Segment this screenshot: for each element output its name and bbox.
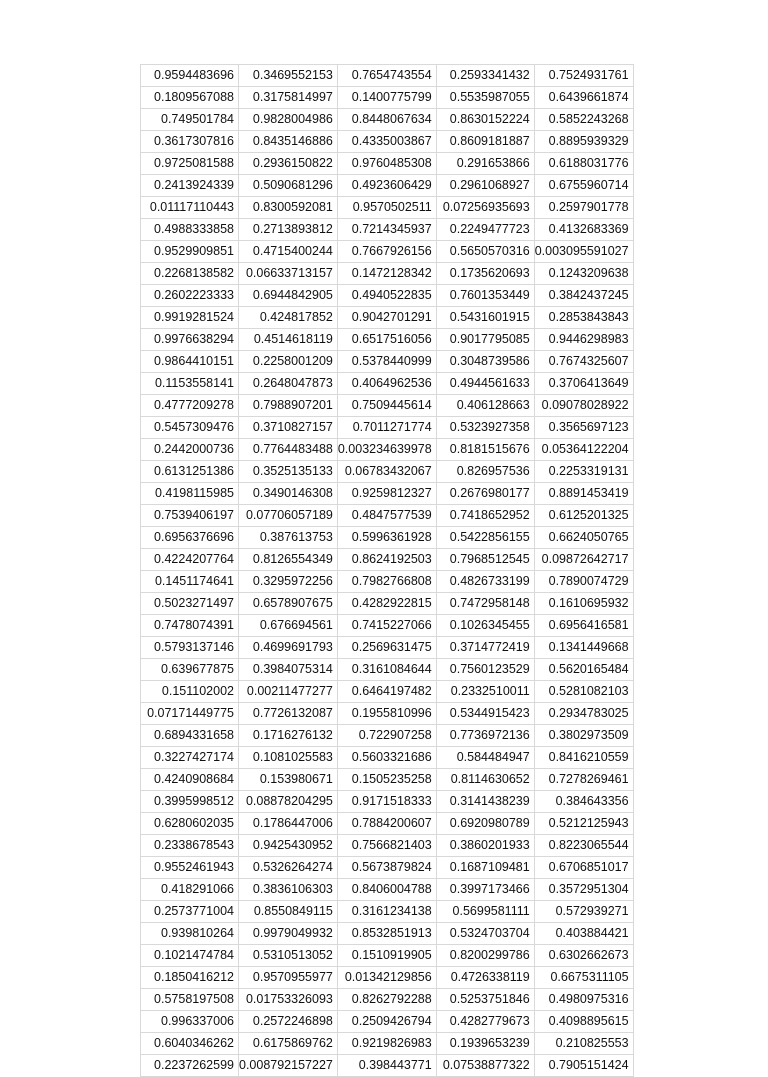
table-cell[interactable]: 0.418291066 <box>141 879 239 901</box>
table-cell[interactable]: 0.939810264 <box>141 923 239 945</box>
table-cell[interactable]: 0.7667926156 <box>337 241 436 263</box>
table-cell[interactable]: 0.3706413649 <box>534 373 633 395</box>
table-cell[interactable]: 0.4940522835 <box>337 285 436 307</box>
table-cell[interactable]: 0.2258001209 <box>239 351 338 373</box>
table-cell[interactable]: 0.9864410151 <box>141 351 239 373</box>
table-cell[interactable]: 0.4944561633 <box>436 373 534 395</box>
table-cell[interactable]: 0.398443771 <box>337 1055 436 1077</box>
table-cell[interactable]: 0.749501784 <box>141 109 239 131</box>
table-cell[interactable]: 0.5281082103 <box>534 681 633 703</box>
table-cell[interactable]: 0.5852243268 <box>534 109 633 131</box>
table-cell[interactable]: 0.8200299786 <box>436 945 534 967</box>
table-cell[interactable]: 0.3995998512 <box>141 791 239 813</box>
table-cell[interactable]: 0.9828004986 <box>239 109 338 131</box>
table-cell[interactable]: 0.7601353449 <box>436 285 534 307</box>
table-cell[interactable]: 0.9570502511 <box>337 197 436 219</box>
table-row <box>141 395 634 417</box>
table-cell[interactable]: 0.291653866 <box>436 153 534 175</box>
table-cell[interactable]: 0.2573771004 <box>141 901 239 923</box>
table-cell[interactable]: 0.2597901778 <box>534 197 633 219</box>
table-cell[interactable]: 0.003234639978 <box>337 439 436 461</box>
table-cell[interactable]: 0.8550849115 <box>239 901 338 923</box>
table-cell[interactable]: 0.6956376696 <box>141 527 239 549</box>
table-cell[interactable]: 0.4777209278 <box>141 395 239 417</box>
table-row <box>141 351 634 373</box>
table-cell[interactable]: 0.9552461943 <box>141 857 239 879</box>
table-cell[interactable]: 0.6706851017 <box>534 857 633 879</box>
table-cell[interactable]: 0.8895939329 <box>534 131 633 153</box>
table-row <box>141 1055 634 1077</box>
table-cell[interactable]: 0.5603321686 <box>337 747 436 769</box>
table-cell[interactable]: 0.151102002 <box>141 681 239 703</box>
table-cell[interactable]: 0.7905151424 <box>534 1055 633 1077</box>
table-cell[interactable]: 0.2676980177 <box>436 483 534 505</box>
table-cell[interactable]: 0.3842437245 <box>534 285 633 307</box>
table-cell[interactable]: 0.4726338119 <box>436 967 534 989</box>
table-cell[interactable]: 0.08878204295 <box>239 791 338 813</box>
table-cell[interactable]: 0.7418652952 <box>436 505 534 527</box>
table-cell[interactable]: 0.6125201325 <box>534 505 633 527</box>
table-cell[interactable]: 0.3984075314 <box>239 659 338 681</box>
table-row <box>141 285 634 307</box>
table-cell[interactable]: 0.1850416212 <box>141 967 239 989</box>
table-cell[interactable]: 0.9171518333 <box>337 791 436 813</box>
table-cell[interactable]: 0.7726132087 <box>239 703 338 725</box>
table-cell[interactable]: 0.1610695932 <box>534 593 633 615</box>
table-cell[interactable]: 0.2268138582 <box>141 263 239 285</box>
table-cell[interactable]: 0.1400775799 <box>337 87 436 109</box>
table-cell[interactable]: 0.9425430952 <box>239 835 338 857</box>
table-cell[interactable]: 0.3572951304 <box>534 879 633 901</box>
table-cell[interactable]: 0.4715400244 <box>239 241 338 263</box>
table-cell[interactable]: 0.01117110443 <box>141 197 239 219</box>
table-cell[interactable]: 0.572939271 <box>534 901 633 923</box>
table-cell[interactable]: 0.4988333858 <box>141 219 239 241</box>
table-cell[interactable]: 0.2253319131 <box>534 461 633 483</box>
table-cell[interactable]: 0.3997173466 <box>436 879 534 901</box>
table-cell[interactable]: 0.7654743554 <box>337 65 436 87</box>
table-cell[interactable]: 0.8630152224 <box>436 109 534 131</box>
table-cell[interactable]: 0.2338678543 <box>141 835 239 857</box>
table-cell[interactable]: 0.7764483488 <box>239 439 338 461</box>
table-cell[interactable]: 0.9760485308 <box>337 153 436 175</box>
table-cell[interactable]: 0.7478074391 <box>141 615 239 637</box>
table-cell[interactable]: 0.06633713157 <box>239 263 338 285</box>
table-cell[interactable]: 0.5699581111 <box>436 901 534 923</box>
table-cell[interactable]: 0.8223065544 <box>534 835 633 857</box>
table-cell[interactable]: 0.3525135133 <box>239 461 338 483</box>
table-row <box>141 153 634 175</box>
table-cell[interactable]: 0.06783432067 <box>337 461 436 483</box>
table-cell[interactable]: 0.2442000736 <box>141 439 239 461</box>
table-cell[interactable]: 0.1026345455 <box>436 615 534 637</box>
table-cell[interactable]: 0.1939653239 <box>436 1033 534 1055</box>
table-cell[interactable]: 0.003095591027 <box>534 241 633 263</box>
table-cell[interactable]: 0.5996361928 <box>337 527 436 549</box>
table-cell[interactable]: 0.424817852 <box>239 307 338 329</box>
table-cell[interactable]: 0.2853843843 <box>534 307 633 329</box>
table-cell[interactable]: 0.4282922815 <box>337 593 436 615</box>
table-cell[interactable]: 0.6188031776 <box>534 153 633 175</box>
table-cell[interactable]: 0.3161084644 <box>337 659 436 681</box>
table-cell[interactable]: 0.1735620693 <box>436 263 534 285</box>
table-cell[interactable]: 0.2936150822 <box>239 153 338 175</box>
table-cell[interactable]: 0.8435146886 <box>239 131 338 153</box>
table-cell[interactable]: 0.5673879824 <box>337 857 436 879</box>
table-cell[interactable]: 0.4132683369 <box>534 219 633 241</box>
table-cell[interactable]: 0.2713893812 <box>239 219 338 241</box>
table-cell[interactable]: 0.01342129856 <box>337 967 436 989</box>
table-cell[interactable]: 0.5326264274 <box>239 857 338 879</box>
table-row <box>141 505 634 527</box>
table-cell[interactable]: 0.8532851913 <box>337 923 436 945</box>
table-cell[interactable]: 0.996337006 <box>141 1011 239 1033</box>
table-cell[interactable]: 0.210825553 <box>534 1033 633 1055</box>
table-cell[interactable]: 0.6517516056 <box>337 329 436 351</box>
table-row <box>141 769 634 791</box>
table-cell[interactable]: 0.9446298983 <box>534 329 633 351</box>
table-row <box>141 263 634 285</box>
table-cell[interactable]: 0.8448067634 <box>337 109 436 131</box>
table-row <box>141 593 634 615</box>
table-cell[interactable]: 0.8609181887 <box>436 131 534 153</box>
table-cell[interactable]: 0.1472128342 <box>337 263 436 285</box>
table-cell[interactable]: 0.9042701291 <box>337 307 436 329</box>
table-cell[interactable]: 0.7566821403 <box>337 835 436 857</box>
table-cell[interactable]: 0.3802973509 <box>534 725 633 747</box>
table-cell[interactable]: 0.9976638294 <box>141 329 239 351</box>
table-cell[interactable]: 0.9919281524 <box>141 307 239 329</box>
table-cell[interactable]: 0.1955810996 <box>337 703 436 725</box>
table-cell[interactable]: 0.5212125943 <box>534 813 633 835</box>
table-cell[interactable]: 0.4282779673 <box>436 1011 534 1033</box>
table-cell[interactable]: 0.5090681296 <box>239 175 338 197</box>
table-cell[interactable]: 0.403884421 <box>534 923 633 945</box>
table-cell[interactable]: 0.4514618119 <box>239 329 338 351</box>
table-cell[interactable]: 0.8624192503 <box>337 549 436 571</box>
table-cell[interactable]: 0.7472958148 <box>436 593 534 615</box>
table-cell[interactable]: 0.6131251386 <box>141 461 239 483</box>
table-cell[interactable]: 0.9979049932 <box>239 923 338 945</box>
table-cell[interactable]: 0.5378440999 <box>337 351 436 373</box>
table-cell[interactable]: 0.3617307816 <box>141 131 239 153</box>
table-cell[interactable]: 0.3227427174 <box>141 747 239 769</box>
table-row <box>141 219 634 241</box>
table-cell[interactable]: 0.7278269461 <box>534 769 633 791</box>
table-cell[interactable]: 0.5344915423 <box>436 703 534 725</box>
table-cell[interactable]: 0.6280602035 <box>141 813 239 835</box>
table-cell[interactable]: 0.7982766808 <box>337 571 436 593</box>
table-row <box>141 879 634 901</box>
table-cell[interactable]: 0.5324703704 <box>436 923 534 945</box>
table-cell[interactable]: 0.5323927358 <box>436 417 534 439</box>
table-cell[interactable]: 0.6920980789 <box>436 813 534 835</box>
table-cell[interactable]: 0.4699691793 <box>239 637 338 659</box>
table-cell[interactable]: 0.1786447006 <box>239 813 338 835</box>
table-row <box>141 901 634 923</box>
table-cell[interactable]: 0.09872642717 <box>534 549 633 571</box>
table-row <box>141 131 634 153</box>
table-cell[interactable]: 0.9529909851 <box>141 241 239 263</box>
table-cell[interactable]: 0.7736972136 <box>436 725 534 747</box>
table-cell[interactable]: 0.6578907675 <box>239 593 338 615</box>
table-cell[interactable]: 0.5793137146 <box>141 637 239 659</box>
table-row <box>141 461 634 483</box>
table-cell[interactable]: 0.5457309476 <box>141 417 239 439</box>
table-cell[interactable]: 0.9725081588 <box>141 153 239 175</box>
table-cell[interactable]: 0.4240908684 <box>141 769 239 791</box>
table-cell[interactable]: 0.2237262599 <box>141 1055 239 1077</box>
table-cell[interactable]: 0.2593341432 <box>436 65 534 87</box>
table-row <box>141 307 634 329</box>
table-row <box>141 1011 634 1033</box>
table-cell[interactable]: 0.2249477723 <box>436 219 534 241</box>
table-cell[interactable]: 0.6175869762 <box>239 1033 338 1055</box>
table-cell[interactable]: 0.6624050765 <box>534 527 633 549</box>
table-row <box>141 571 634 593</box>
table-cell[interactable]: 0.2961068927 <box>436 175 534 197</box>
table-cell[interactable]: 0.7674325607 <box>534 351 633 373</box>
table-cell[interactable]: 0.4826733199 <box>436 571 534 593</box>
table-cell[interactable]: 0.3714772419 <box>436 637 534 659</box>
table-cell[interactable]: 0.1687109481 <box>436 857 534 879</box>
table-cell[interactable]: 0.7539406197 <box>141 505 239 527</box>
table-row <box>141 681 634 703</box>
table-cell[interactable]: 0.3295972256 <box>239 571 338 593</box>
table-cell[interactable]: 0.5023271497 <box>141 593 239 615</box>
table-cell[interactable]: 0.8891453419 <box>534 483 633 505</box>
table-cell[interactable]: 0.5535987055 <box>436 87 534 109</box>
table-cell[interactable]: 0.6675311105 <box>534 967 633 989</box>
table-cell[interactable]: 0.05364122204 <box>534 439 633 461</box>
table-row <box>141 791 634 813</box>
table-cell[interactable]: 0.8181515676 <box>436 439 534 461</box>
table-cell[interactable]: 0.2569631475 <box>337 637 436 659</box>
table-cell[interactable]: 0.9017795085 <box>436 329 534 351</box>
table-cell[interactable]: 0.1021474784 <box>141 945 239 967</box>
table-cell[interactable]: 0.5431601915 <box>436 307 534 329</box>
table-row <box>141 483 634 505</box>
table-cell[interactable]: 0.2572246898 <box>239 1011 338 1033</box>
table-cell[interactable]: 0.7968512545 <box>436 549 534 571</box>
spreadsheet-body <box>141 65 634 1077</box>
table-cell[interactable]: 0.09078028922 <box>534 395 633 417</box>
table-row <box>141 659 634 681</box>
table-row <box>141 637 634 659</box>
table-cell[interactable]: 0.639677875 <box>141 659 239 681</box>
table-cell[interactable]: 0.406128663 <box>436 395 534 417</box>
table-cell[interactable]: 0.6302662673 <box>534 945 633 967</box>
table-cell[interactable]: 0.584484947 <box>436 747 534 769</box>
table-row <box>141 329 634 351</box>
table-cell[interactable]: 0.9594483696 <box>141 65 239 87</box>
table-cell[interactable]: 0.3836106303 <box>239 879 338 901</box>
table-cell[interactable]: 0.3490146308 <box>239 483 338 505</box>
table-row <box>141 417 634 439</box>
table-row <box>141 527 634 549</box>
table-cell[interactable]: 0.5253751846 <box>436 989 534 1011</box>
table-cell[interactable]: 0.3048739586 <box>436 351 534 373</box>
table-cell[interactable]: 0.5620165484 <box>534 659 633 681</box>
table-cell[interactable]: 0.1341449668 <box>534 637 633 659</box>
table-cell[interactable]: 0.4098895615 <box>534 1011 633 1033</box>
table-row <box>141 725 634 747</box>
table-cell[interactable]: 0.6439661874 <box>534 87 633 109</box>
table-row <box>141 549 634 571</box>
table-cell[interactable]: 0.8126554349 <box>239 549 338 571</box>
table-cell[interactable]: 0.7011271774 <box>337 417 436 439</box>
table-row <box>141 967 634 989</box>
table-cell[interactable]: 0.1153558141 <box>141 373 239 395</box>
table-row <box>141 1033 634 1055</box>
table-cell[interactable]: 0.07256935693 <box>436 197 534 219</box>
table-cell[interactable]: 0.1510919905 <box>337 945 436 967</box>
table-cell[interactable]: 0.6464197482 <box>337 681 436 703</box>
table-cell[interactable]: 0.387613753 <box>239 527 338 549</box>
table-cell[interactable]: 0.2602223333 <box>141 285 239 307</box>
table-cell[interactable]: 0.8114630652 <box>436 769 534 791</box>
table-cell[interactable]: 0.7884200607 <box>337 813 436 835</box>
table-cell[interactable]: 0.4847577539 <box>337 505 436 527</box>
table-cell[interactable]: 0.7560123529 <box>436 659 534 681</box>
table-cell[interactable]: 0.4335003867 <box>337 131 436 153</box>
table-row <box>141 615 634 637</box>
table-row <box>141 813 634 835</box>
table-row <box>141 945 634 967</box>
table-cell[interactable]: 0.153980671 <box>239 769 338 791</box>
table-cell[interactable]: 0.07706057189 <box>239 505 338 527</box>
table-cell[interactable]: 0.4064962536 <box>337 373 436 395</box>
table-cell[interactable]: 0.3469552153 <box>239 65 338 87</box>
table-cell[interactable]: 0.5650570316 <box>436 241 534 263</box>
table-row <box>141 87 634 109</box>
table-row <box>141 857 634 879</box>
table-cell[interactable]: 0.5310513052 <box>239 945 338 967</box>
table-cell[interactable]: 0.1243209638 <box>534 263 633 285</box>
table-cell[interactable]: 0.9219826983 <box>337 1033 436 1055</box>
spreadsheet-table <box>140 64 634 1077</box>
table-cell[interactable]: 0.2509426794 <box>337 1011 436 1033</box>
table-cell[interactable]: 0.8416210559 <box>534 747 633 769</box>
table-row <box>141 439 634 461</box>
table-cell[interactable]: 0.9570955977 <box>239 967 338 989</box>
table-cell[interactable]: 0.7988907201 <box>239 395 338 417</box>
table-cell[interactable]: 0.6040346262 <box>141 1033 239 1055</box>
table-cell[interactable]: 0.1716276132 <box>239 725 338 747</box>
table-cell[interactable]: 0.7214345937 <box>337 219 436 241</box>
table-cell[interactable]: 0.1809567088 <box>141 87 239 109</box>
table-cell[interactable]: 0.2934783025 <box>534 703 633 725</box>
table-cell[interactable]: 0.3141438239 <box>436 791 534 813</box>
table-cell[interactable]: 0.1451174641 <box>141 571 239 593</box>
table-cell[interactable]: 0.722907258 <box>337 725 436 747</box>
table-cell[interactable]: 0.07538877322 <box>436 1055 534 1077</box>
table-cell[interactable]: 0.4198115985 <box>141 483 239 505</box>
table-cell[interactable]: 0.7890074729 <box>534 571 633 593</box>
table-row <box>141 373 634 395</box>
table-cell[interactable]: 0.826957536 <box>436 461 534 483</box>
table-row <box>141 197 634 219</box>
table-cell[interactable]: 0.3565697123 <box>534 417 633 439</box>
table-row <box>141 65 634 87</box>
table-cell[interactable]: 0.2413924339 <box>141 175 239 197</box>
table-cell[interactable]: 0.6755960714 <box>534 175 633 197</box>
table-cell[interactable]: 0.6944842905 <box>239 285 338 307</box>
table-cell[interactable]: 0.4980975316 <box>534 989 633 1011</box>
table-cell[interactable]: 0.7524931761 <box>534 65 633 87</box>
table-row <box>141 241 634 263</box>
table-cell[interactable]: 0.2648047873 <box>239 373 338 395</box>
table-row <box>141 989 634 1011</box>
table-cell[interactable]: 0.3161234138 <box>337 901 436 923</box>
table-row <box>141 175 634 197</box>
table-cell[interactable]: 0.2332510011 <box>436 681 534 703</box>
table-cell[interactable]: 0.8406004788 <box>337 879 436 901</box>
table-cell[interactable]: 0.6956416581 <box>534 615 633 637</box>
table-cell[interactable]: 0.3175814997 <box>239 87 338 109</box>
table-cell[interactable]: 0.3860201933 <box>436 835 534 857</box>
table-cell[interactable]: 0.7509445614 <box>337 395 436 417</box>
table-cell[interactable]: 0.3710827157 <box>239 417 338 439</box>
table-cell[interactable]: 0.8262792288 <box>337 989 436 1011</box>
table-row <box>141 835 634 857</box>
table-cell[interactable]: 0.676694561 <box>239 615 338 637</box>
table-cell[interactable]: 0.6894331658 <box>141 725 239 747</box>
table-cell[interactable]: 0.1081025583 <box>239 747 338 769</box>
table-cell[interactable]: 0.8300592081 <box>239 197 338 219</box>
table-cell[interactable]: 0.00211477277 <box>239 681 338 703</box>
table-row <box>141 747 634 769</box>
table-cell[interactable]: 0.384643356 <box>534 791 633 813</box>
table-cell[interactable]: 0.01753326093 <box>239 989 338 1011</box>
table-cell[interactable]: 0.1505235258 <box>337 769 436 791</box>
table-cell[interactable]: 0.7415227066 <box>337 615 436 637</box>
table-cell[interactable]: 0.07171449775 <box>141 703 239 725</box>
table-cell[interactable]: 0.5758197508 <box>141 989 239 1011</box>
table-cell[interactable]: 0.008792157227 <box>239 1055 338 1077</box>
table-row <box>141 923 634 945</box>
table-cell[interactable]: 0.9259812327 <box>337 483 436 505</box>
table-cell[interactable]: 0.4923606429 <box>337 175 436 197</box>
table-cell[interactable]: 0.5422856155 <box>436 527 534 549</box>
table-row <box>141 703 634 725</box>
table-row <box>141 109 634 131</box>
table-cell[interactable]: 0.4224207764 <box>141 549 239 571</box>
